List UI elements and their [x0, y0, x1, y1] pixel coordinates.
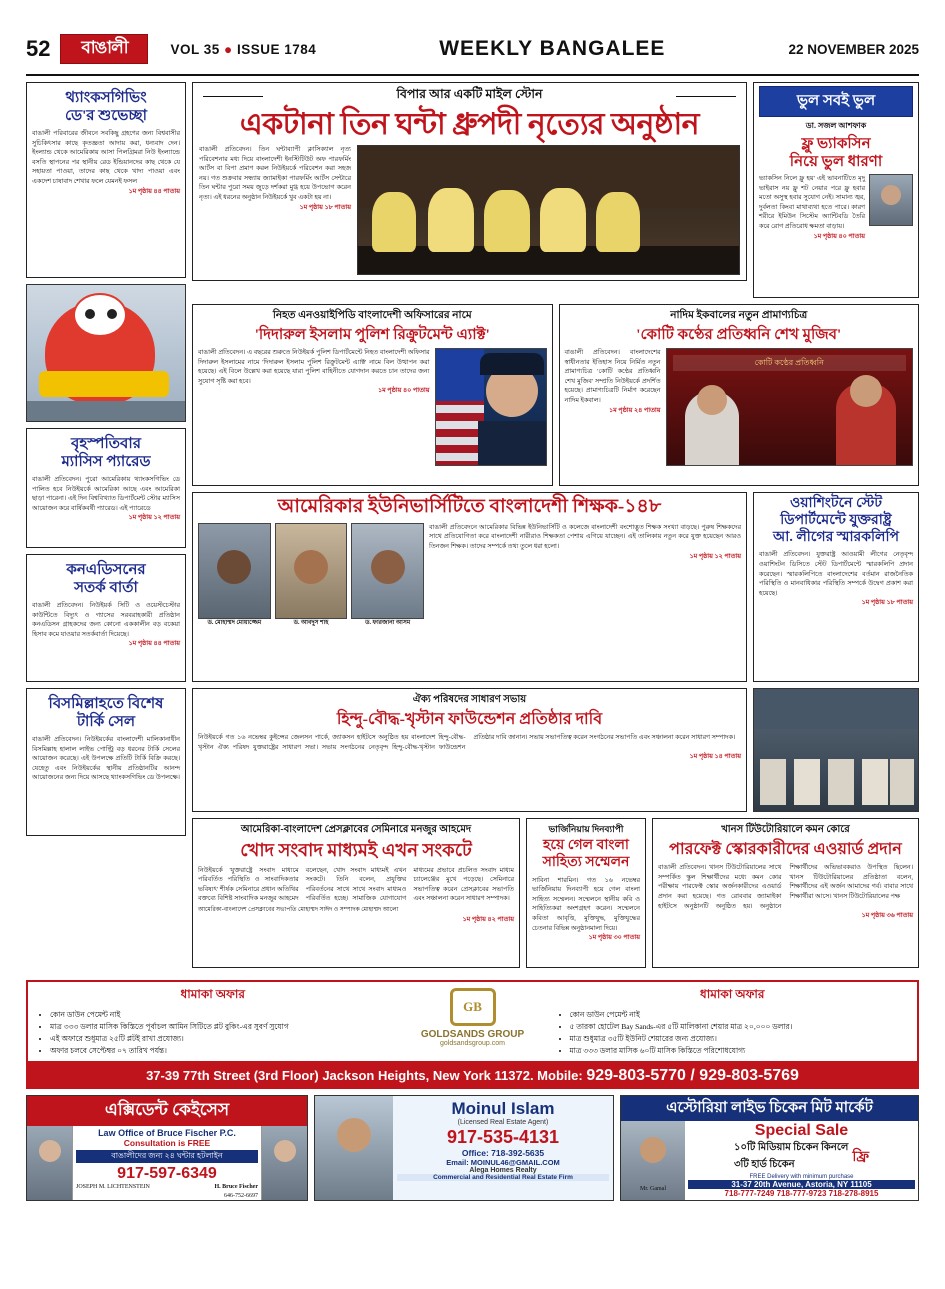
press-continued: ১ম পৃষ্ঠায় ৪২ পাতায় [462, 915, 514, 923]
row-five [192, 818, 919, 974]
ad-brand-name: GOLDSANDS GROUP [420, 1029, 525, 1040]
ad-right-item-2: • ৫ তারকা হোটেল Bay Sands-এর ৫টি মালিকানা শেয়ার মাত্র ২০,০০০ ডলার। [570, 1021, 910, 1033]
doc-photo [666, 348, 914, 466]
award-body: বাঙালী প্রতিবেদন। খানস টিউটোরিয়ালের সাথে সম্পর্কিত স্কুল শিক্ষার্থীদের মধ্যে কমন কোর পরীক্ষায় পারফেক্ট স্কোর অর্জনকারীদের এওয়ার্ড প্রদান করা হয়েছে। গত রোববার জ্যামাইকা হাইটসে অনুষ্ঠানটি অনুষ্ঠিত হয়। অনুষ্ঠানে শিক্ষার্থীদের অভিভাবকরাও উপস্থিত ছিলেন। খানস টিউটোরিয়ালের প্রতিষ্ঠাতা বলেন, শিক্ষার্থীদের এই অর্জন আমাদের গর্ব। বাবার সাথে শিক্ষার্থীরা আসে। খানস টিউটোরিয়ালের পক্ষ [658, 864, 913, 910]
issue-label: ISSUE 1784 [236, 41, 317, 57]
ad-brand [398, 982, 548, 1061]
article-hindu [192, 688, 747, 812]
ad-band[interactable] [26, 980, 919, 1089]
article-virginia [526, 818, 646, 968]
parade-continued: ১ম পৃষ্ঠায় ১২ পাতায় [128, 514, 180, 522]
chicken-special: Special Sale [754, 1122, 849, 1139]
law-consultation: Consultation is FREE [123, 1138, 211, 1148]
parade-title-1: বৃহস্পতিবার [71, 436, 141, 452]
chicken-ad-title: এস্টোরিয়া লাইভ চিকেন মিট মার্কেট [621, 1096, 918, 1121]
realtor-company: Alega Homes Realty [469, 1167, 537, 1174]
realtor-photo [315, 1096, 393, 1200]
chicken-offer-1: ১০টি মিডিয়াম চিকেন কিনলে [734, 1142, 849, 1153]
health-banner: ভুল সবই ভুল [759, 86, 913, 117]
teacher-name-2: ড. আবদুস শাহ [293, 619, 329, 626]
law-ad-title: এক্সিডেন্ট কেইসেস [27, 1096, 307, 1126]
article-washington [753, 492, 919, 682]
lead-kicker: বিপার আর একটি মাইল স্টোন [199, 86, 740, 106]
law-name-2: H. Bruce Fischer [214, 1184, 258, 1190]
doc-continued: ১ম পৃষ্ঠায় ২৪ পাতায় [608, 406, 661, 414]
ad-right-item-4: • মাত্র ৩৩৩ ডলার মাসিক ৬০টি মাসিক কিস্তিতে পরিশোধযোগ্য [570, 1045, 910, 1057]
thanksgiving-body: বাঙালী পরিবারের জীবনে সবকিছু গ্রহণের জন্য বিশ্ববাসীর সুচিকিৎসার কাছে কৃতজ্ঞতা আদায় করা, ধন্যবাদ দেন। ইংল্যান্ড থেকে আমেরিকায় আসা পিলগ্রিমরা নিউ ইংল্যান্ডে বসতি স্থাপনের পর স্থানীয় রেড ইন্ডিয়ানদের কাছ থেকে যে সহায়তা পাওয়া, তাদের কাছ থেকে খাদ্য পাওয়া এবং একদেশ চাষাবাদ শেখার ফলে যেমনই ফসল [32, 130, 180, 186]
ad-brand-url: goldsandsgroup.com [440, 1040, 505, 1047]
row-three [192, 492, 919, 688]
doc-body: বাঙালী প্রতিবেদন। বাংলাদেশের স্বাধীনতার ইতিহাস নিয়ে নির্মিত নতুন প্রামাণ্যচিত্র 'কোটি কণ্ঠের প্রতিধ্বনি শেখ মুজিব' সম্প্রতি নিউইয়র্কে প্রদর্শিত হয়েছে। প্রামাণ্যচিত্রটি নির্মাণ করেছেন নাদিম ইকবাল। [564, 349, 661, 405]
lead-continued: ১ম পৃষ্ঠায় ১৮ পাতায় [299, 203, 351, 211]
main-column [192, 82, 919, 974]
ad-law-office[interactable] [26, 1095, 308, 1201]
health-continued: ১ম পৃষ্ঠায় ৪০ পাতায় [813, 232, 865, 240]
turkey-title-1: বিসমিল্লাহতে বিশেষ [48, 696, 164, 712]
health-body: ভ্যাকসিন নিলে ফ্লু হয়' এই ভাবনাটিতে মৃদু ভাইরাস নয় ফ্লু শট নেয়ার পরে ফ্লু হবার মতো অসুস্থ হবার সুযোগ নেই। সামান্য জ্বর, দুর্বলতা কিংবা মাথাব্যথা হতে পারে। কারণ শরীরে ইমিউন সিস্টেম অ্যান্টিবডি তৈরি করে রোগ প্রতিরোধ ক্ষমতা বাড়ায়। [759, 175, 865, 231]
chicken-person: Mr. Gamal [640, 1186, 666, 1192]
teacher-name-1: ড. মোহাম্মদ মোয়াজ্জেম [207, 619, 262, 626]
ad-right-item-1: • কোন ডাউন পেমেন্ট নাই [570, 1009, 910, 1021]
row-two [192, 304, 919, 492]
goldsands-logo-icon: GB [450, 988, 496, 1026]
award-continued: ১ম পৃষ্ঠায় ৩৬ পাতায় [861, 912, 913, 920]
lead-headline: একটানা তিন ঘন্টা ধ্রুপদী নৃত্যের অনুষ্ঠান [239, 108, 700, 141]
page-body [26, 82, 919, 974]
teachers-continued: ১ম পৃষ্ঠায় ১২ পাতায় [689, 552, 741, 560]
issue-date: 22 NOVEMBER 2025 [788, 41, 919, 57]
award-headline: পারফেক্ট স্কোরকারীদের এওয়ার্ড প্রদান [669, 841, 902, 858]
article-turkey [26, 688, 186, 836]
ad-realtor[interactable] [314, 1095, 614, 1201]
masthead-rule [26, 74, 919, 76]
lead-story [192, 82, 747, 304]
ad-chicken-market[interactable] [620, 1095, 919, 1201]
award-photo [753, 688, 919, 812]
parade-body: বাঙালী প্রতিবেদন। পুরো আমেরিকায় থ্যাংকসগিভিং ডে পালিত হবে নিউইয়র্কে আমেরিকা আছে এবং আমেরিকা ছাড়া পারেনা। এই দিন বিশ্ববিখ্যাত ডিপার্টমেন্ট স্টোর ম্যাসিস আয়োজন করে বার্ষিকবর্ষী প্যারেড। এই প্যারেডে [32, 476, 180, 512]
volume-label: VOL 35 [170, 41, 220, 57]
health-headline-2: নিয়ে ভুল ধারণা [789, 154, 883, 170]
law-phone[interactable]: 917-597-6349 [117, 1165, 217, 1182]
coned-title-1: কনএডিসনের [66, 562, 146, 578]
police-kicker: নিহত এনওয়াইপিডি বাংলাদেশী অফিসারের নামে [272, 310, 472, 321]
ad-left-title: ধামাকা অফার [180, 987, 245, 1001]
press-headline: খোদ সংবাদ মাধ্যমই এখন সংকটে [240, 840, 472, 860]
article-award [652, 818, 919, 968]
washington-body: বাঙালী প্রতিবেদন। যুক্তরাষ্ট্র আওয়ামী লীগের নেতৃবৃন্দ ওয়াশিংটন ডিসিতে স্টেট ডিপার্টমেন্টে স্মারকলিপি প্রদান করেছেন। স্মারকলিপিতে বাংলাদেশের বর্তমান রাজনৈতিক পরিস্থিতি ও মানবাধিকার পরিস্থিতি সম্পর্কে উদ্বেগ প্রকাশ করা হয়েছে। [759, 551, 913, 597]
chicken-free: ফ্রি [852, 1150, 869, 1165]
health-author: ডা. সজল আশফাক [805, 121, 867, 130]
coned-continued: ১ম পৃষ্ঠায় ৪৪ পাতায় [128, 640, 180, 648]
chicken-ad-photo [621, 1121, 685, 1201]
virginia-headline-2: সাহিত্য সম্মেলন [542, 854, 630, 870]
ad-left-item-4: • অফার চলবে সেপ্টেম্বর ০৭ তারিখ পর্যন্ত। [50, 1045, 390, 1057]
ad-footer-address: 37-39 77th Street (3rd Floor) Jackson Heights, New York 11372. Mobile: [146, 1068, 583, 1083]
realtor-office: Office: 718-392-5635 [461, 1148, 545, 1158]
ad-right-title: ধামাকা অফার [700, 987, 765, 1001]
ad-right-item-3: • মাত্র শুধুমাত্র ৩৫টি ইউনিট শেয়ারের জন্য প্রযোজ্য। [570, 1033, 910, 1045]
hindu-continued: ১ম পৃষ্ঠায় ১৪ পাতায় [689, 753, 741, 761]
realtor-license: (Licensed Real Estate Agent) [457, 1119, 549, 1126]
virginia-body: সাবিনা শারমিন। গত ১৬ নভেম্বর ভার্জিনিয়ায় দিনব্যাপী হয়ে গেল বাংলা সাহিত্য সম্মেলন। সম্মেলনে স্থানীয় কবি ও সাহিত্যিকরা অংশগ্রহণ করেন। সম্মেলনে কবিতা আবৃত্তি, মুক্তিযুদ্ধ, মুক্তিযুদ্ধের চেতনার বিভিন্ন অনুষ্ঠানমালা দিয়ে। [532, 876, 640, 932]
coned-body: বাঙালী প্রতিবেদন। নিউইয়র্ক সিটি ও ওয়েস্টচেস্টার কাউন্টিতে বিদ্যুৎ ও গ্যাসের সরবরাহকারী প্রতিষ্ঠান কনএডিসন গ্রাহকদের জন্য কোনো এককালীন বড় বকেয়া হিসাব কমে যাওয়ার সতর্কবার্তা দিয়েছে। [32, 602, 180, 638]
masthead [26, 28, 919, 70]
teachers-body: বাঙালী প্রতিবেদনে আমেরিকার বিভিন্ন ইউনিভার্সিটি ও কলেজে বাংলাদেশী বংশোদ্ভূত শিক্ষক সংখ্যা বাড়ছে। পুরুষ শিক্ষকদের সাথে প্রতিযোগিতা করে বাংলাদেশী নারীরাও শিক্ষকতা পেশায় এগিয়ে যাচ্ছেন। এই তালিকায় নতুন করে যুক্ত হয়েছেন আরও তিনজন শিক্ষক। তাদের সম্পর্কে তথ্য তুলে ধরা হলো। [429, 523, 741, 551]
ad-left-item-3: • এই অফারে শুধুমাত্র ২৫টি প্লটই রাখা প্রযোজ্য। [50, 1033, 390, 1045]
left-column [26, 82, 186, 974]
thanksgiving-title-1: থ্যাংকসগিভিং [65, 90, 147, 106]
washington-headline-2: ডিপার্টমেন্টে যুক্তরাষ্ট্র [780, 512, 892, 528]
realtor-phone[interactable]: 917-535-4131 [446, 1127, 560, 1147]
award-kicker: খানস টিউটোরিয়ালে কমন কোরে [721, 824, 850, 835]
lead-photo [357, 145, 740, 275]
virginia-continued: ১ম পৃষ্ঠায় ৩০ পাতায় [588, 934, 640, 942]
health-headline-1: ফ্লু ভ্যাকসিন [801, 136, 871, 152]
page-number: 52 [26, 36, 51, 61]
hindu-headline: হিন্দু-বৌদ্ধ-খৃস্টান ফাউন্ডেশন প্রতিষ্ঠার দাবি [336, 711, 603, 728]
police-continued: ১ম পৃষ্ঠায় ৪০ পাতায় [377, 387, 430, 395]
parade-photo [26, 284, 186, 422]
doc-headline: 'কোটি কণ্ঠের প্রতিধ্বনি শেখ মুজিব' [636, 327, 842, 343]
realtor-email[interactable]: Email: MOINUL46@GMAIL.COM [446, 1158, 560, 1167]
virginia-headline-1: হয়ে গেল বাংলা [543, 838, 629, 853]
hindu-body: নিউইয়র্কে গত ১৬ নভেম্বর কুইন্সের জেলসন পার্কে, জ্যাকসন হাইটসে অনুষ্ঠিত হয় বাংলাদেশ হিন্দু-বৌদ্ধ-খৃস্টান ঐক্য পরিষদ যুক্তরাষ্ট্রের সাধারণ সভা। সভায় সংগঠনের নেতৃবৃন্দ হিন্দু-বৌদ্ধ-খৃস্টান ফাউন্ডেশন প্রতিষ্ঠার দাবি জানান। সভায় সভাপতিত্ব করেন সংগঠনের সভাপতি এবং সঞ্চালনা করেন সাধারণ সম্পাদক। [198, 734, 736, 751]
police-body: বাঙালী প্রতিবেদন। এ বছরের শুরুতে নিউইয়র্ক পুলিশ ডিপার্টমেন্টে নিহত বাংলাদেশী অফিসার দিদারুল ইসলামের নামে 'দিদারুল ইসলাম পুলিশ রিক্রুটমেন্ট এ্যাক্ট' নামে বিল উত্থাপন করা হয়েছে। এই বিলে উল্লেখ করা হয়েছে যারা পুলিশ বাহিনীতে যোগদান করতে চান তাদের জন্য সুযোগ সৃষ্টি করা হবে। [198, 349, 430, 385]
doc-banner-text: কোটি কণ্ঠের প্রতিধ্বনি [673, 355, 907, 371]
press-kicker: আমেরিকা-বাংলাদেশ প্রেসক্লাবের সেমিনারে মনজুর আহমেদ [240, 824, 472, 835]
washington-headline-3: আ. লীগের স্মারকলিপি [773, 529, 899, 545]
law-ad-photo-1 [27, 1126, 73, 1201]
ad-footer-phone[interactable]: 929-803-5770 / 929-803-5769 [586, 1067, 799, 1084]
top-row [192, 82, 919, 304]
turkey-title-2: টার্কি সেল [76, 714, 136, 730]
article-press [192, 818, 520, 968]
lead-story-box [192, 82, 747, 281]
coned-title-2: সতর্ক বার্তা [74, 580, 138, 596]
paper-title: WEEKLY BANGALEE [439, 37, 666, 60]
article-thanksgiving [26, 82, 186, 278]
lead-body: বাঙালী প্রতিবেদন। তিন ঘন্টাব্যাপী ক্লাসিক্যাল নৃত্য পরিবেশনার মধ্য দিয়ে বাংলাদেশী ইনস্টিটিউট অফ পারফর্মিং আর্টস বা বিপা প্রমাণ করল নিউইয়র্কে পরিবেশন করা সহজ নয়। গত শুক্রবার সন্ধ্যায় জ্যামাইকা পারফর্মিং আর্টস সেন্টারে তিন ঘন্টার পুরো সময় জুড়ে দর্শকরা মুগ্ধ হয়ে উপভোগ করেন নৃত্য। এই ধরনের অনুষ্ঠান নিউইয়র্কে খুব একটা হয় না। [199, 146, 351, 202]
teachers-photos [198, 523, 424, 628]
ad-band-body [26, 980, 919, 1063]
law-name-1: JOSEPH M. LICHTENSTEIN [76, 1184, 150, 1190]
hindu-kicker: ঐক্য পরিষদের সাধারণ সভায় [412, 694, 527, 705]
volume-issue [170, 42, 316, 57]
article-documentary [559, 304, 920, 486]
doc-kicker: নাদিম ইকবালের নতুন প্রামাণ্যচিত্র [670, 310, 808, 321]
thanksgiving-continued: ১ম পৃষ্ঠায় ৪৪ পাতায় [128, 187, 180, 195]
health-column [753, 82, 919, 304]
virginia-kicker: ভার্জিনিয়ায় দিনব্যাপী [548, 824, 624, 834]
bullet-icon: ● [224, 41, 237, 57]
chicken-delivery: FREE Delivery with minimum purchase [749, 1174, 854, 1180]
washington-continued: ১ম পৃষ্ঠায় ১৮ পাতায় [861, 599, 913, 607]
logo: বাঙালী [60, 34, 148, 64]
health-author-photo [869, 174, 913, 226]
law-hotline-bn: বাঙালীদের জন্য ২৪ ঘন্টার হটলাইন [76, 1150, 258, 1163]
law-extra-phone: 646-752-6697 [224, 1192, 258, 1199]
article-parade [26, 428, 186, 548]
washington-headline-1: ওয়াশিংটনে স্টেট [789, 496, 883, 511]
row-four [192, 688, 919, 818]
realtor-name: Moinul Islam [451, 1099, 555, 1118]
article-teachers [192, 492, 747, 682]
realtor-tag: Commercial and Residential Real Estate Firm [397, 1174, 609, 1181]
thanksgiving-title-2: ডে'র শুভেচ্ছা [65, 108, 147, 124]
parade-title-2: ম্যাসিস প্যারেড [61, 454, 151, 470]
police-headline: 'দিদারুল ইসলাম পুলিশ রিক্রুটমেন্ট এ্যাক্ট' [254, 327, 490, 343]
article-coned [26, 554, 186, 682]
article-police [192, 304, 553, 486]
ad-left-item-1: • কোন ডাউন পেমেন্ট নাই [50, 1009, 390, 1021]
ad-left-item-2: • মাত্র ৩৩৩ ডলার মাসিক কিস্তিতে পূর্বাচল আমিন সিটিতে প্লট বুকিং-এর সুবর্ণ সুযোগ [50, 1021, 390, 1033]
chicken-address: 31-37 20th Avenue, Astoria, NY 11105 [688, 1180, 915, 1189]
law-ad-photo-2 [261, 1126, 307, 1201]
teachers-headline: আমেরিকার ইউনিভার্সিটিতে বাংলাদেশী শিক্ষক-১৪৮ [277, 496, 662, 517]
health-box [753, 82, 919, 298]
ad-right [548, 982, 918, 1061]
press-footer: আমেরিকা-বাংলাদেশ প্রেসক্লাবের সভাপতি মোহাম্মদ সাঈদ ও সম্পাদক মোহাম্মদ আলো [198, 907, 399, 914]
bottom-ads [26, 1095, 919, 1201]
press-body: নিউইয়র্কে 'যুক্তরাষ্ট্রে সংবাদ মাধ্যমে পরিবর্তিত পরিস্থিতি ও সাংবাদিকতার ভবিষ্যৎ' শীর্ষক সেমিনারে প্রধান অতিথির বক্তব্যে বিশিষ্ট সাংবাদিক মনজুর আহমেদ বলেছেন, খোদ সংবাদ মাধ্যমই এখন সংকটে। তিনি বলেন, প্রযুক্তির পরিবর্তনের সাথে সাথে সংবাদ মাধ্যমও পরিবর্তিত হচ্ছে। সামাজিক যোগাযোগ মাধ্যমের প্রভাবে প্রচলিত সংবাদ মাধ্যম চ্যালেঞ্জের মুখে পড়েছে। সেমিনারে সভাপতিত্ব করেন প্রেসক্লাবের সভাপতি এবং সঞ্চালনা করেন সাধারণ সম্পাদক। [198, 866, 514, 903]
turkey-body: বাঙালী প্রতিবেদন। নিউইয়র্কের বাংলাদেশী মালিকানাধীন বিসমিল্লাহ হালাল লাইভ পোল্ট্রি বড় ধরনের টার্কি সেলের আয়োজন করেছে। এই উপলক্ষে প্রতিটি টার্কি বিক্রি করছে। যেহেতু এবং নিউইয়র্কের স্থানীয় প্রতিষ্ঠানটির আনন্দ আয়োজনের জন্য দিয়ে আসছে থ্যাংকসগিভিং ডে উপলক্ষে। [32, 736, 180, 782]
police-photo [435, 348, 547, 466]
chicken-phones[interactable]: 718-777-7249 718-777-9723 718-278-8915 [724, 1189, 879, 1198]
ad-footer [26, 1063, 919, 1089]
law-firm-name: Law Office of Bruce Fischer P.C. [98, 1128, 236, 1138]
teacher-name-3: ড. ফারজানা আসম [365, 619, 411, 626]
ad-left [28, 982, 398, 1061]
chicken-offer-2: ৩টি হার্ড চিকেন [734, 1159, 795, 1170]
